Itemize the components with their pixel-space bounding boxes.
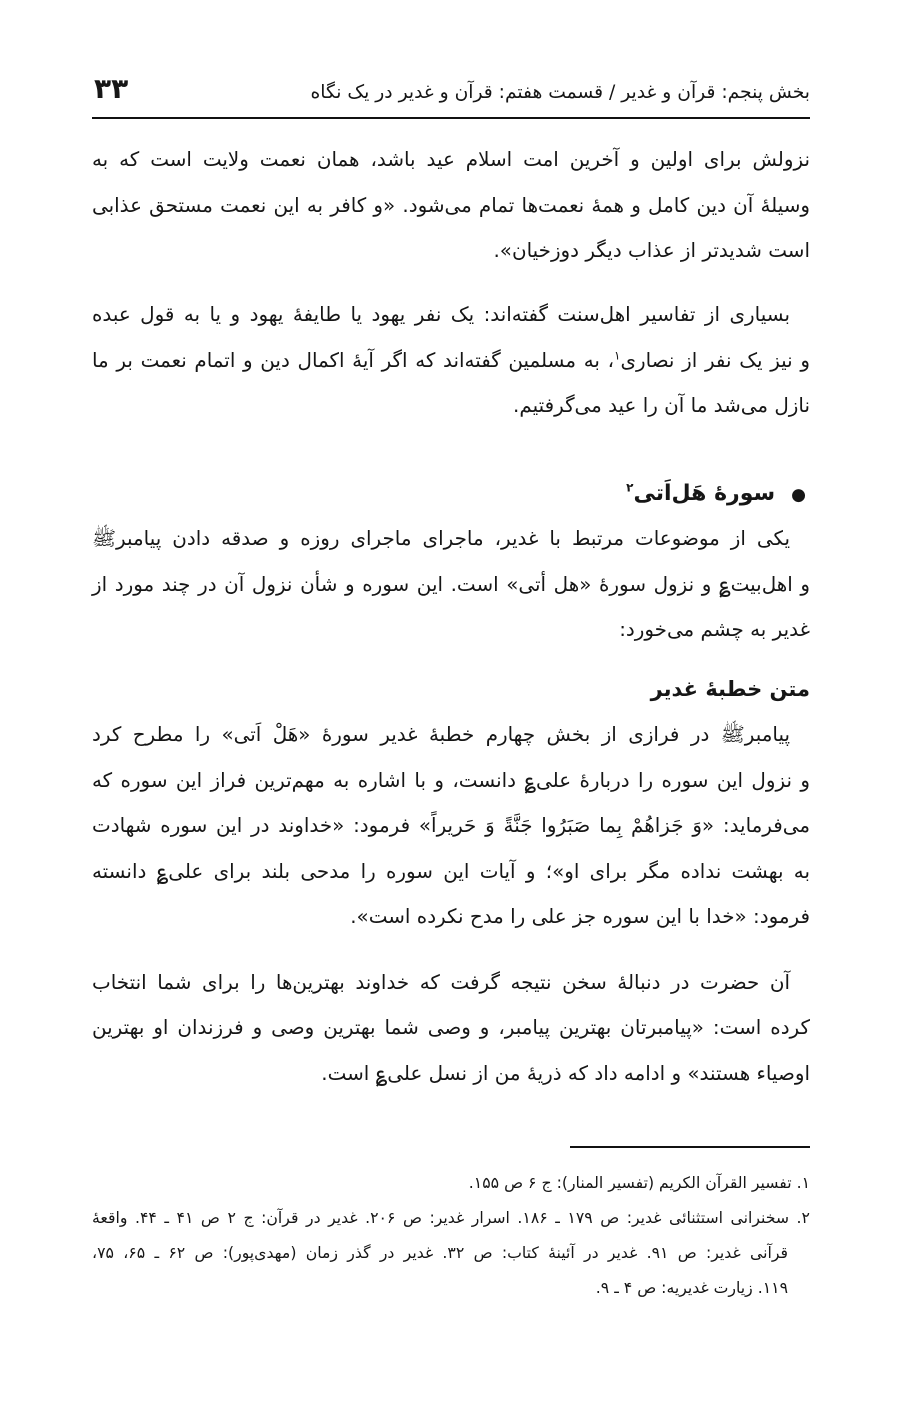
paragraph-line: پیامبرﷺ در فرازی از بخش چهارم خطبهٔ غدیر سورهٔ «هَلْ اَتی» را مطرح کرد (92, 723, 790, 746)
paragraph-line: است شدیدتر از عذاب دیگر دوزخیان». (493, 239, 810, 262)
footnotes (92, 1165, 810, 1305)
paragraph-line: اوصیاء هستند» و ادامه داد که ذریهٔ من از نسل علی؏ است. (321, 1061, 810, 1085)
section-heading (92, 471, 810, 517)
footnote-line: ۲. سخنرانی استثنائی غدیر: ص ۱۷۹ ـ ۱۸۶. اسرار غدیر: ص ۲۰۶. غدیر در قرآن: ج ۲ ص ۴۱ ـ ۴۴. واقعهٔ (92, 1208, 810, 1227)
page-number: ۳۳ (94, 72, 129, 105)
paragraph (92, 137, 810, 274)
paragraph (92, 960, 810, 1097)
footnote-line: ۱۱۹. زیارت غدیریه: ص ۴ ـ ۹. (595, 1278, 788, 1297)
body-text (92, 137, 810, 1096)
bullet-icon: ● (791, 484, 806, 505)
paragraph-line: کرده است: «پیامبرتان بهترین پیامبر، و وصی شما بهترین وصی و فرزندان او بهترین (92, 1016, 810, 1039)
paragraph-line: نازل می‌شد ما آن را عید می‌گرفتیم. (513, 394, 810, 417)
paragraph-line: وسیلهٔ آن دین کامل و همهٔ نعمت‌ها تمام می‌شود. «و کافر به این نعمت مستحق عذابی (92, 193, 810, 217)
line-text: ، به مسلمین گفته‌اند که اگر آیهٔ اکمال دین و اتمام نعمت بر ما (92, 348, 614, 372)
running-title: بخش پنجم: قرآن و غدیر / قسمت هفتم: قرآن و غدیر در یک نگاه (310, 82, 810, 103)
paragraph-line: آن حضرت در دنبالهٔ سخن نتیجه گرفت که خداوند بهترین‌ها را برای شما انتخاب (92, 970, 790, 994)
paragraph-line (92, 338, 810, 384)
section-heading-title: سورهٔ هَل‌اَتی (633, 480, 776, 506)
paragraph-line: و نزول این سوره را دربارهٔ علی؏ دانست، و با اشاره به مهم‌ترین فراز این سوره که (92, 768, 810, 792)
footnote-separator (570, 1146, 810, 1148)
paragraph (92, 712, 810, 940)
paragraph (92, 292, 810, 429)
line-text: و نیز یک نفر از نصاری (620, 348, 810, 372)
paragraph (92, 516, 810, 653)
paragraph-line: فرمود: «خدا با این سوره جز علی را مدح نکرده است». (350, 905, 810, 928)
paragraph-line: یکی از موضوعات مرتبط با غدیر، ماجرای ماجرای روزه و صدقه دادن پیامبرﷺ (92, 527, 790, 550)
paragraph-line: غدیر به چشم می‌خورد: (619, 618, 810, 641)
paragraph-line: به بهشت نداده مگر برای او»؛ و آیات این سوره را مدحی بلند برای علی؏ دانسته (92, 859, 810, 883)
running-header (92, 70, 810, 116)
header-rule (92, 117, 810, 119)
footnote-line: قرآنی غدیر: ص ۹۱. غدیر در آئینهٔ کتاب: ص ۳۲. غدیر در گذر زمان (مهدی‌پور): ص ۶۲ ـ ۶۵، ۷۵، (92, 1243, 788, 1262)
paragraph-line: نزولش برای اولین و آخرین امت اسلام عید باشد، همان نعمت ولایت است که به (92, 148, 810, 171)
paragraph-line: بسیاری از تفاسیر اهل‌سنت گفته‌اند: یک نفر یهود یا طایفهٔ یهود و یا به قول عبده (92, 303, 790, 326)
footnote-ref: ۱ (614, 347, 621, 362)
subheading: متن خطبهٔ غدیر (650, 676, 810, 701)
footnote-line: ۱. تفسیر القرآن الکریم (تفسیر المنار): ج ۶ ص ۱۵۵. (468, 1173, 810, 1192)
paragraph-line: و اهل‌بیت؏ و نزول سورهٔ «هل أتی» است. این سوره و شأن نزول آن در چند مورد از (92, 572, 810, 596)
footnote-ref: ۲ (626, 480, 634, 495)
paragraph-line: می‌فرماید: «وَ جَزاهُمْ بِما صَبَرُوا جَنَّةً وَ حَریراً» فرمود: «خداوند در این سوره شهادت (92, 814, 810, 837)
